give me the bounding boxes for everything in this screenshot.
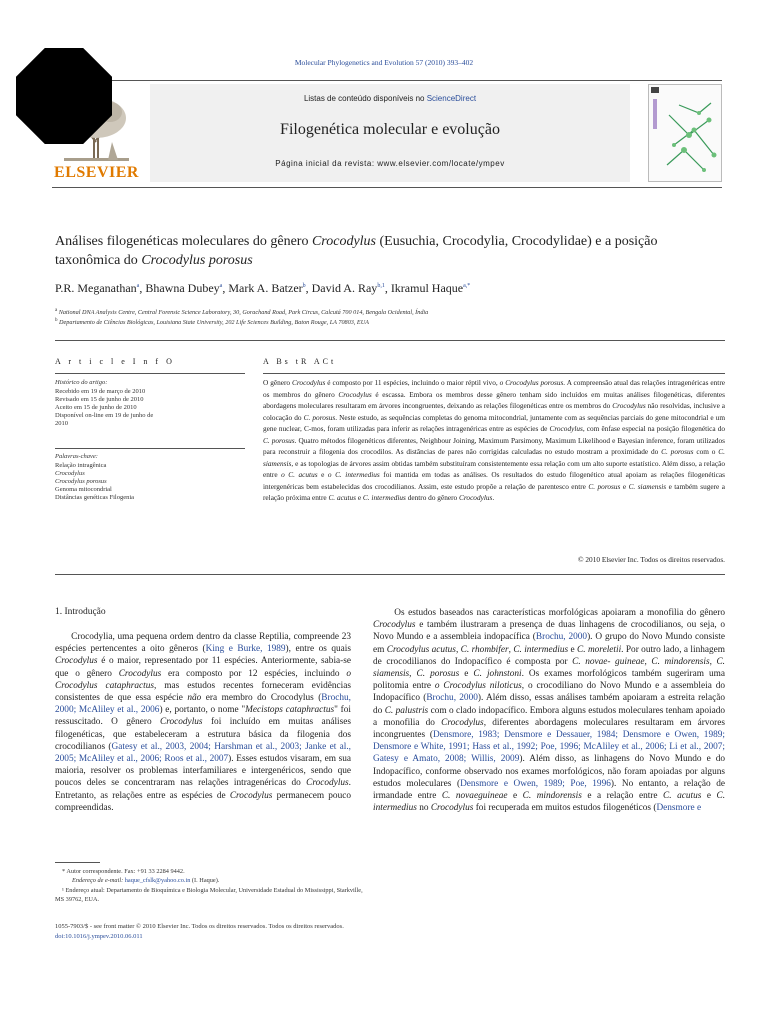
email-label: Endereço de e-mail: (72, 877, 125, 884)
journal-title: Filogenética molecular e evolução (280, 121, 500, 138)
article-title: Análises filogenéticas moleculares do gênero Crocodylus (Eusuchia, Crocodylia, Crocodylidae) e a posição taxonômica do Crocodylus porosus (55, 234, 658, 268)
keyword: Genoma mitocondrial (55, 486, 112, 493)
journal-homepage[interactable]: Página inicial da revista: www.elsevier.com/locate/ympev (275, 159, 505, 168)
affiliation-b: $^b$ Departamento de Ciências Biológicas, Louisiana State University, 202 Life Sciences Building, Baton Rouge, LA 70803, EUA (55, 318, 369, 327)
abstract-text: O gênero Crocodylus é composto por 11 espécies, incluindo o maior réptil vivo, o Crocodylus porosus. A compreensão atual das relações intragenéricas entre os membros do gênero Crocodylus é escassa. Embora os membros desse gênero tenham sido incluídos em muitas análises filogenéticas, diferentes abordagens moleculares resultaram em árvores incongruentes, deixando as relações filogenéticas entre os membros do Crocodylus não resolvidas, inclusive a colocação do C. porosus. Neste estudo, as sequências completas do genoma mitocondrial, juntamente com as sequências parciais do gene mitocondrial e um gene nuclear, C-mos, foram utilizadas para inferir as relações intragenéricas entre as espécies de Crocodylus, com ênfase especial na posição filogenética do C. porosus. Quatro métodos filogenéticos diferentes, Neighbour Joining, Maximum Parsimony, Maximum Likelihood e Bayesian inference, foram utilizados para reconstruir a filogenia dos crocodilos. As distâncias de pares não corrigidas calculadas no estudo mostram a proximidade do C. porosus com o C. siamensis, e as topologias de árvores assim obtidas também substituíram consistentemente essa relação com um alto suporte estatístico. Além disso, a relação entre o C. acutus e o C. intermedius foi mantida em todas as análises. Os resultados do estudo filogenético atual apoiam as relações filogenéticas intergenéricas bem estabelecidas dos crocodilianos. Assim, este estudo propõe a relação de parentesco entre C. porosus e C. siamensis e também sugere a relação próxima entre C. acutus e C. intermedius dentro do gênero Crocodylus. (263, 378, 726, 502)
cover-artwork (649, 85, 721, 181)
divider (55, 340, 725, 341)
author-list: P.R. Meganathan$^a$, Bhawna Dubey$^a$, Mark A. Batzer$^b$, David A. Ray$^{b,1}$, Ikramul Haque$^{a,*}$ (55, 281, 471, 295)
divider (55, 373, 245, 374)
affiliation-a-text: National DNA Analysis Centre, Central Forensic Science Laboratory, 30, Gorachand Road, Park Circus, Calcutá 700 014, Bengala Ocidental, Índia (58, 309, 429, 317)
affiliation-b-text: Departamento de Ciências Biológicas, Louisiana State University, 202 Life Sciences Building, Baton Rouge, LA 70803, EUA (59, 319, 369, 327)
footnote-corresponding: * Autor correspondente. Fax: +91 33 2284 9442. (62, 868, 185, 875)
intro-right-column: Os estudos baseados nas características morfológicas apoiaram a monofilia do gênero Crocodylus e também ilustraram a presença de duas linhagens de crocodilianos, ou seja, o Novo Mundo e a assembleia indopacífica (Brochu, 2000). O grupo do Novo Mundo consiste em Crocodylus acutus, C. rhombifer, C. intermedius e C. moreletii. Por outro lado, a linhagem de crocodilianos do Indopacífico é composta por C. novae- guineae, C. mindorensis, C. siamensis, C. porosus e C. johnstoni. Os exames morfológicos também sugeriram uma politomia entre o Crocodylus niloticus, o crocodiliano do Novo Mundo e a assembleia do Indopacífico (Brochu, 2000). Além disso, essas análises também apoiaram a estreita relação do C. palustris com o clado indopacífico. Embora alguns estudos moleculares tenham apoiado a monofilia do Crocodylus, diferentes abordagens moleculares resultaram em árvores incongruentes (Densmore, 1983; Densmore e Dessauer, 1984; Densmore e Owen, 1989; Densmore e White, 1991; Hass et al., 1992; Poe, 1996; McAliley et al., 2006; Li et al., 2007; Gatesy e Amato, 2008; Willis, 2009). Além disso, as linhagens do Novo Mundo e do Indopacífico, conforme observado nos exames morfológicos, não foram apoiadas por alguns estudos moleculares (Densmore e Owen, 1989; Poe, 1996). No entanto, a relação de irmandade entre C. novaeguineae e C. mindorensis e a relação entre C. acutus e C. intermedius no Crocodylus foi recuperada em muitos estudos filogenéticos (Densmore e (373, 608, 726, 814)
doi-link[interactable]: doi:10.1016/j.ympev.2010.06.011 (55, 933, 143, 940)
email-suffix: (I. Haque). (190, 877, 220, 884)
keywords-label: Palavras-chave: (55, 453, 98, 460)
abstract-copyright: © 2010 Elsevier Inc. Todos os direitos reservados. (578, 555, 725, 564)
footnote-divider (55, 862, 100, 863)
history-item: Revisado em 15 de junho de 2010 (55, 396, 144, 403)
keyword-list (55, 462, 240, 502)
abstract-heading: A Bs tR ACt (263, 357, 337, 366)
history-item: 2010 (55, 420, 68, 427)
keyword: Relação intragênica (55, 462, 107, 469)
contents-text: Listas de conteúdo disponíveis no (303, 94, 427, 103)
sciencedirect-link[interactable]: ScienceDirect (426, 94, 477, 103)
doi-line (55, 932, 355, 941)
journal-reference-link[interactable]: Molecular Phylogenetics and Evolution 57 (2010) 393–402 (294, 58, 474, 67)
journal-cover-image (648, 84, 722, 182)
history-item: Recebido em 19 de março de 2010 (55, 388, 146, 395)
history-item: Aceito em 15 de junho de 2010 (55, 404, 137, 411)
divider (263, 373, 725, 374)
footnote-email (72, 876, 372, 885)
issn-line: 1055-7903/$ - see front matter © 2010 Elsevier Inc. Todos os direitos reservados. Todos os direitos reservados. (55, 923, 344, 930)
affiliation-a: $^a$ National DNA Analysis Centre, Central Forensic Science Laboratory, 30, Gorachand Road, Park Circus, Calcutá 700 014, Bengala Ocidental, Índia (55, 308, 429, 317)
divider (55, 448, 245, 449)
article-info-heading: A r t i c l e I n f O (55, 357, 175, 366)
keyword: Distâncias genéticas Filogenia (55, 494, 135, 501)
history-label: Histórico do artigo: (55, 379, 108, 386)
footnote-current-address: ¹ Endereço atual: Departamento de Bioquímica e Biologia Molecular, Universidade Estadual do Mississippi, Starkville, MS 39762, EUA. (55, 887, 363, 903)
email-link[interactable]: haque_cfslk@yahoo.co.in (124, 877, 191, 884)
elsevier-wordmark: ELSEVIER (54, 164, 139, 181)
history-item: Disponível on-line em 19 de junho de (55, 412, 154, 419)
contents-availability (150, 94, 630, 103)
keyword: Crocodylus porosus (55, 478, 107, 485)
section-heading-introduction: 1. Introdução (55, 607, 106, 617)
history-list (55, 388, 240, 428)
intro-left-column: Crocodylia, uma pequena ordem dentro da classe Reptilia, compreende 23 espécies pertencentes a oito gêneros (King e Burke, 1989), entre os quais Crocodylus é o maior, representado por 11 espécies. Anteriormente, sabia-se que o gênero Crocodylus era composto por 12 espécies, incluindo o Crocodylus cataphractus, mas estudos recentes forneceram evidências consistentes de que essa espécie não era membro do Crocodylus (Brochu, 2000; McAliley et al., 2006) e, portanto, o nome "Mecistops cataphractus" foi ressuscitado. O gênero Crocodylus foi incluído em muitas análises filogenéticas, que estabeleceram a estrutura básica da filogenia dos crocodilianos (Gatesy et al., 2003, 2004; Harshman et al., 2003; Janke et al., 2005; McAliley et al., 2006; Roos et al., 2007). Esses estudos visaram, em sua maioria, resolver os problemas interfamiliares e intergenéricos, sendo que poucos deles se concentraram nas relações intragenéricas do Crocodylus. Entretanto, as relações entre as espécies de Crocodylus permanecem pouco compreendidas. (55, 632, 352, 813)
keyword: Crocodylus (55, 470, 85, 477)
divider (55, 574, 725, 575)
